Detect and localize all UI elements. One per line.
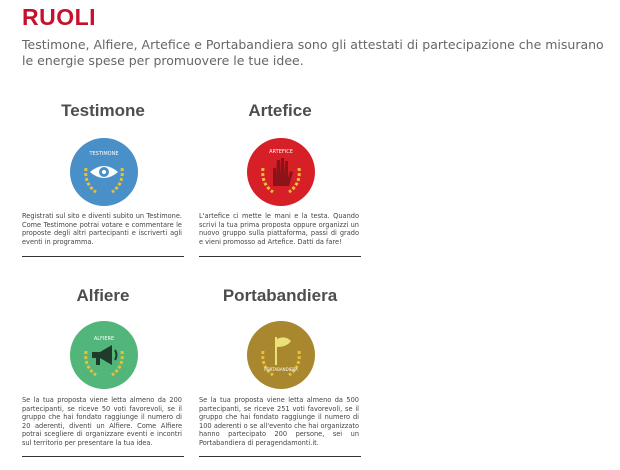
eye-icon <box>90 166 118 178</box>
hand-icon <box>273 158 293 186</box>
role-description: L'artefice ci mette le mani e la testa. Quando scrivi la tua prima proposta oppure organizzi un nuovo gruppo sulla piattaforma, passi di grado e vieni promosso ad Artefice. Datti da fare! <box>199 212 359 246</box>
divider <box>199 456 361 457</box>
role-title: Portabandiera <box>222 286 338 305</box>
role-title: Alfiere <box>76 286 130 305</box>
badge-label: ALFIERE <box>93 336 115 342</box>
divider <box>22 456 184 457</box>
role-card-portabandiera <box>200 286 360 306</box>
role-description: Se la tua proposta viene letta almeno da 200 partecipanti, se riceve 50 voti favorevoli, se il gruppo che hai fondato raggiunge il numero di 20 aderenti, diventi un Alfiere. Come Alfiere potrai scegliere di organizzare eventi e incontri sul territorio per presentare la tua idea. <box>22 396 182 447</box>
badge-label: ARTEFICE <box>269 149 293 155</box>
role-card-alfiere <box>23 286 183 306</box>
role-card-artefice <box>200 101 360 121</box>
divider <box>199 256 361 257</box>
role-card-testimone <box>23 101 183 121</box>
page-intro: Testimone, Alfiere, Artefice e Portabandiera sono gli attestati di partecipazione che misurano le energie spese per promuovere le tue idee. <box>22 37 604 68</box>
role-description: Se la tua proposta viene letta almeno da 500 partecipanti, se riceve 251 voti favorevoli, se il gruppo che hai fondato raggiunge il numero di 100 aderenti o se all'evento che hai organizzato hanno partecipato 200 persone, sei un Portabandiera di peragendamonti.it. <box>199 396 359 447</box>
megaphone-icon <box>92 345 117 365</box>
role-description: Registrati sul sito e diventi subito un Testimone. Come Testimone potrai votare e commentare le proposte degli altri partecipanti e iscriverti agli eventi in programma. <box>22 212 182 246</box>
divider <box>22 256 184 257</box>
testimone-badge <box>70 138 138 206</box>
role-title: Artefice <box>248 101 312 120</box>
alfiere-badge <box>70 321 138 389</box>
flag-icon <box>275 337 291 365</box>
page-title: RUOLI <box>22 4 97 30</box>
artefice-badge <box>247 138 315 206</box>
portabandiera-badge <box>247 321 315 389</box>
role-title: Testimone <box>61 101 145 120</box>
badge-label: PORTABANDIERA <box>264 367 298 372</box>
badge-label: TESTIMONE <box>89 151 119 157</box>
